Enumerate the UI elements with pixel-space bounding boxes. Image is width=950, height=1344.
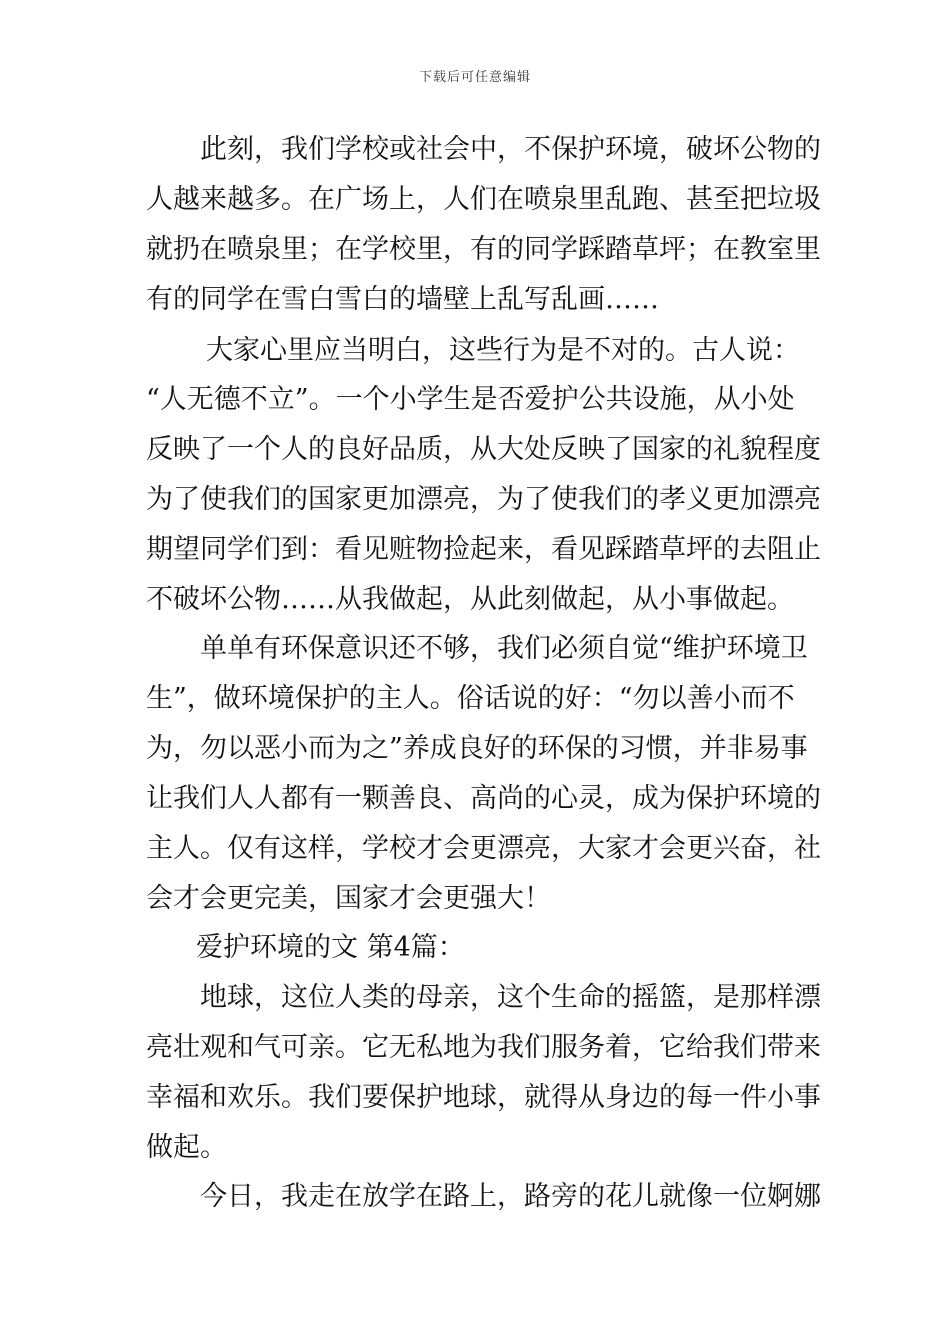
text-line: 期望同学们到：看见赃物捡起来，看见踩踏草坪的去阻止 bbox=[146, 534, 821, 565]
text-line: 生”，做环境保护的主人。俗话说的好：“勿以善小而不 bbox=[146, 683, 795, 714]
text-line: 就扔在喷泉里；在学校里，有的同学踩踏草坪；在教室里 bbox=[146, 234, 821, 265]
text-line: “人无德不立”。一个小学生是否爱护公共设施，从小处 bbox=[146, 384, 795, 415]
text-line: 反映了一个人的良好品质，从大处反映了国家的礼貌程度 bbox=[146, 434, 821, 465]
text-line: 幸福和欢乐。我们要保护地球，就得从身边的每一件小事 bbox=[146, 1082, 821, 1113]
text-line: 单单有环保意识还不够，我们必须自觉“维护环境卫 bbox=[200, 633, 808, 664]
text-line: 今日，我走在放学在路上，路旁的花儿就像一位婀娜 bbox=[200, 1181, 821, 1212]
text-line: 做起。 bbox=[146, 1132, 227, 1163]
text-line: 为了使我们的国家更加漂亮，为了使我们的孝义更加漂亮 bbox=[146, 484, 821, 515]
text-line: 会才会更完美，国家才会更强大！ bbox=[146, 883, 551, 914]
section-heading: 爱护环境的文 第4篇： bbox=[196, 932, 465, 963]
text-line: 大家心里应当明白，这些行为是不对的。古人说： bbox=[206, 335, 800, 366]
text-line: 为，勿以恶小而为之”养成良好的环保的习惯，并非易事 bbox=[146, 733, 808, 764]
text-line: 此刻，我们学校或社会中，不保护环境，破坏公物的 bbox=[200, 134, 821, 165]
page-header: 下载后可任意编辑 bbox=[418, 70, 531, 85]
text-line: 不破坏公物……从我做起，从此刻做起，从小事做起。 bbox=[146, 584, 794, 615]
text-line: 亮壮观和气可亲。它无私地为我们服务着，它给我们带来 bbox=[146, 1032, 821, 1063]
text-line: 让我们人人都有一颗善良、高尚的心灵，成为保护环境的 bbox=[146, 783, 821, 814]
text-line: 主人。仅有这样，学校才会更漂亮，大家才会更兴奋，社 bbox=[146, 833, 821, 864]
text-line: 地球，这位人类的母亲，这个生命的摇篮，是那样漂 bbox=[200, 982, 821, 1013]
text-line: 有的同学在雪白雪白的墙壁上乱写乱画…… bbox=[146, 284, 659, 315]
text-line: 人越来越多。在广场上，人们在喷泉里乱跑、甚至把垃圾 bbox=[146, 184, 821, 215]
